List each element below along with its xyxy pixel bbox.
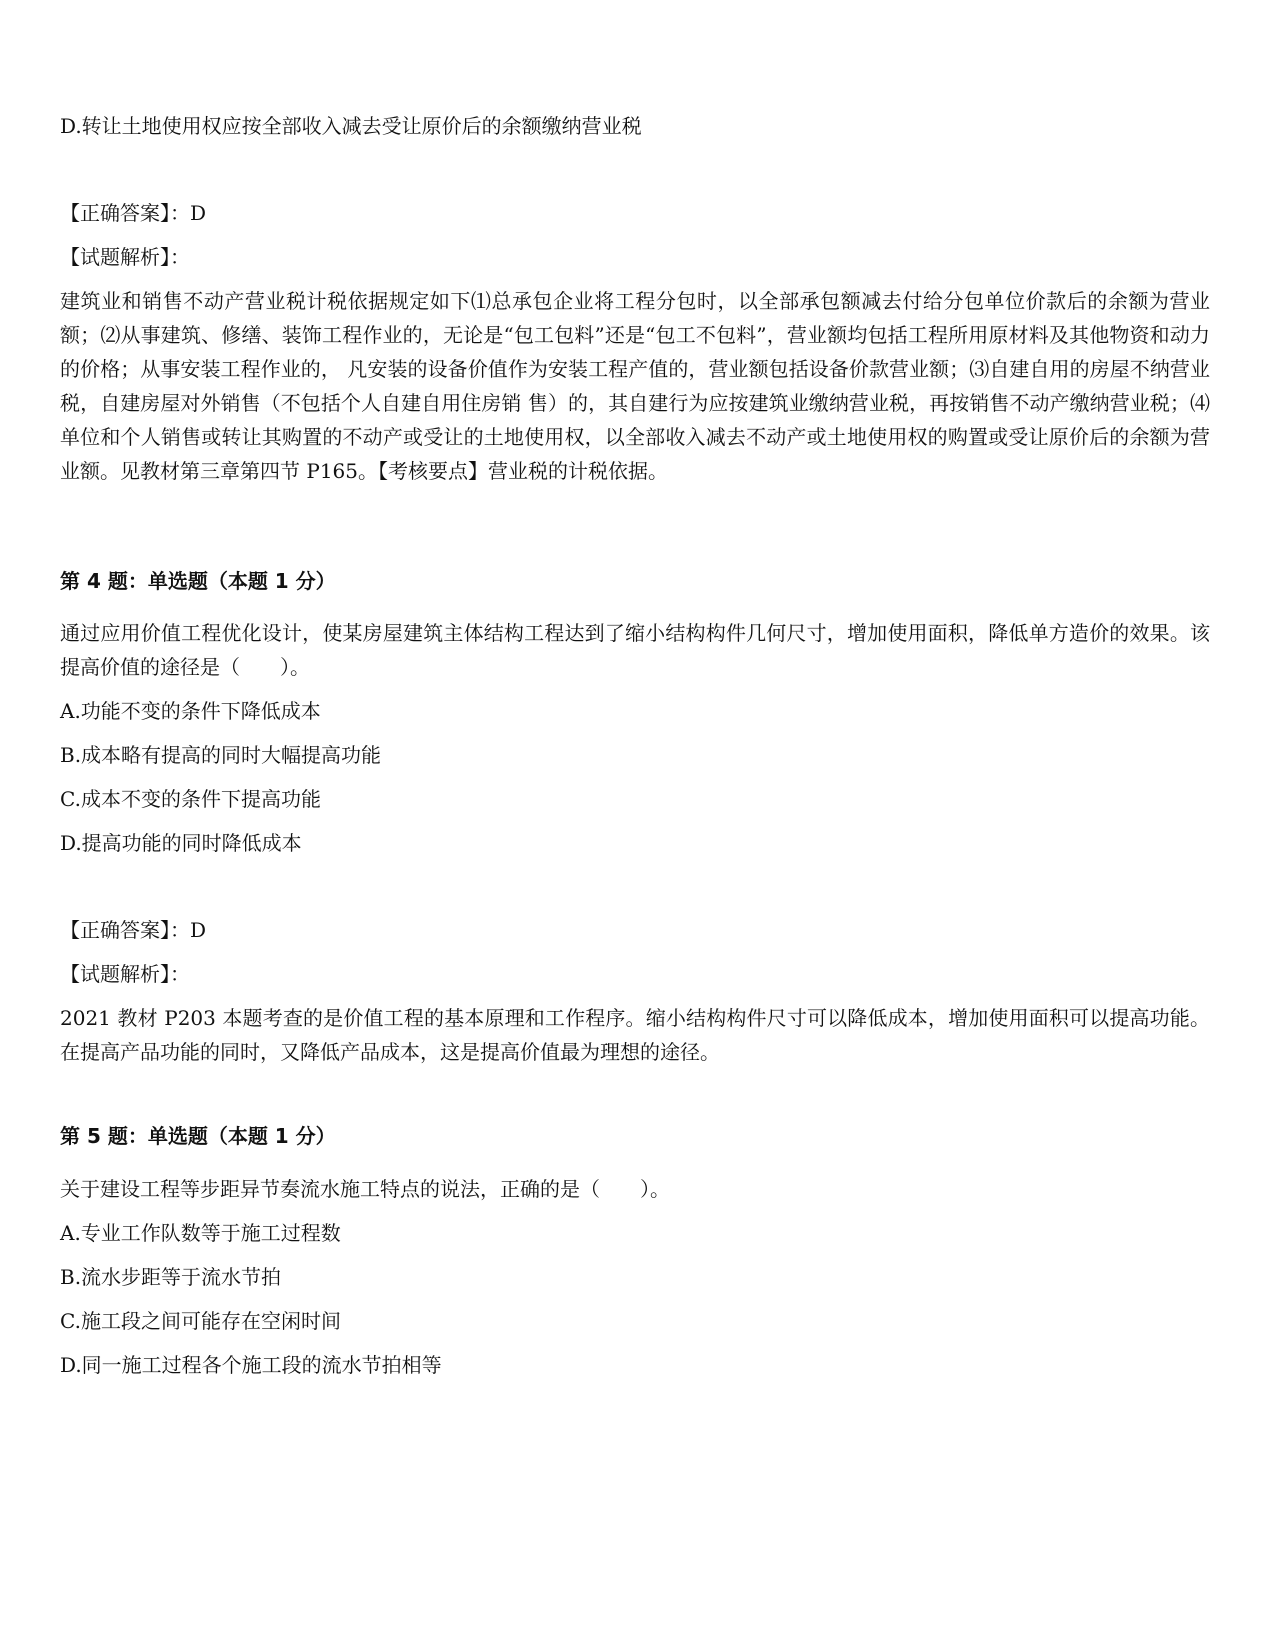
q5-option-b: B.流水步距等于流水节拍 xyxy=(60,1265,282,1289)
q4-stem: 通过应用价值工程优化设计，使某房屋建筑主体结构工程达到了缩小结构构件几何尺寸，增加使用面积，降低单方造价的效果。该提高价值的途径是（ ）。 xyxy=(60,621,1210,679)
prev-option-d: D.转让土地使用权应按全部收入减去受让原价后的余额缴纳营业税 xyxy=(60,114,642,138)
q4-option-a: A.功能不变的条件下降低成本 xyxy=(60,699,321,723)
q5-option-d: D.同一施工过程各个施工段的流水节拍相等 xyxy=(60,1353,442,1377)
prev-correct-answer: 【正确答案】：D xyxy=(60,201,207,225)
q4-option-d: D.提高功能的同时降低成本 xyxy=(60,831,302,855)
q5-heading: 第 5 题：单选题（本题 1 分） xyxy=(60,1124,336,1148)
q4-option-b: B.成本略有提高的同时大幅提高功能 xyxy=(60,743,382,767)
q5-option-a: A.专业工作队数等于施工过程数 xyxy=(60,1221,341,1245)
q4-analysis-label: 【试题解析】： xyxy=(60,962,190,986)
q4-analysis-text: 2021 教材 P203 本题考查的是价值工程的基本原理和工作程序。缩小结构构件尺寸可以降低成本，增加使用面积可以提高功能。在提高产品功能的同时，又降低产品成本，这是提高价值最为理想的途径。 xyxy=(60,1006,1210,1064)
q4-correct-answer: 【正确答案】：D xyxy=(60,918,207,942)
q4-option-c: C.成本不变的条件下提高功能 xyxy=(60,787,321,811)
q4-heading: 第 4 题：单选题（本题 1 分） xyxy=(60,569,336,593)
q5-option-c: C.施工段之间可能存在空闲时间 xyxy=(60,1309,341,1333)
prev-analysis-label: 【试题解析】： xyxy=(60,245,190,269)
q5-stem: 关于建设工程等步距异节奏流水施工特点的说法，正确的是（ ）。 xyxy=(60,1177,670,1201)
prev-analysis-text: 建筑业和销售不动产营业税计税依据规定如下⑴总承包企业将工程分包时，以全部承包额减去付给分包单位价款后的余额为营业额；⑵从事建筑、修缮、装饰工程作业的，无论是“包工包料”还是“包工不包料”，营业额均包括工程所用原材料及其他物资和动力的价格；从事安装工程作业的， 凡安装的设备价值作为安装工程产值的，营业额包括设备价款营业额；⑶自建自用的房屋不纳营业税，自建房屋对外销售（不包括个人自建自用住房销 售）的，其自建行为应按建筑业缴纳营业税，再按销售不动产缴纳营业税；⑷单位和个人销售或转让其购置的不动产或受让的土地使用权，以全部收入减去不动产或土地使用权的购置或受让原价后的余额为营业额。见教材第三章第四节 P165。【考核要点】营业税的计税依据。 xyxy=(60,289,1210,483)
